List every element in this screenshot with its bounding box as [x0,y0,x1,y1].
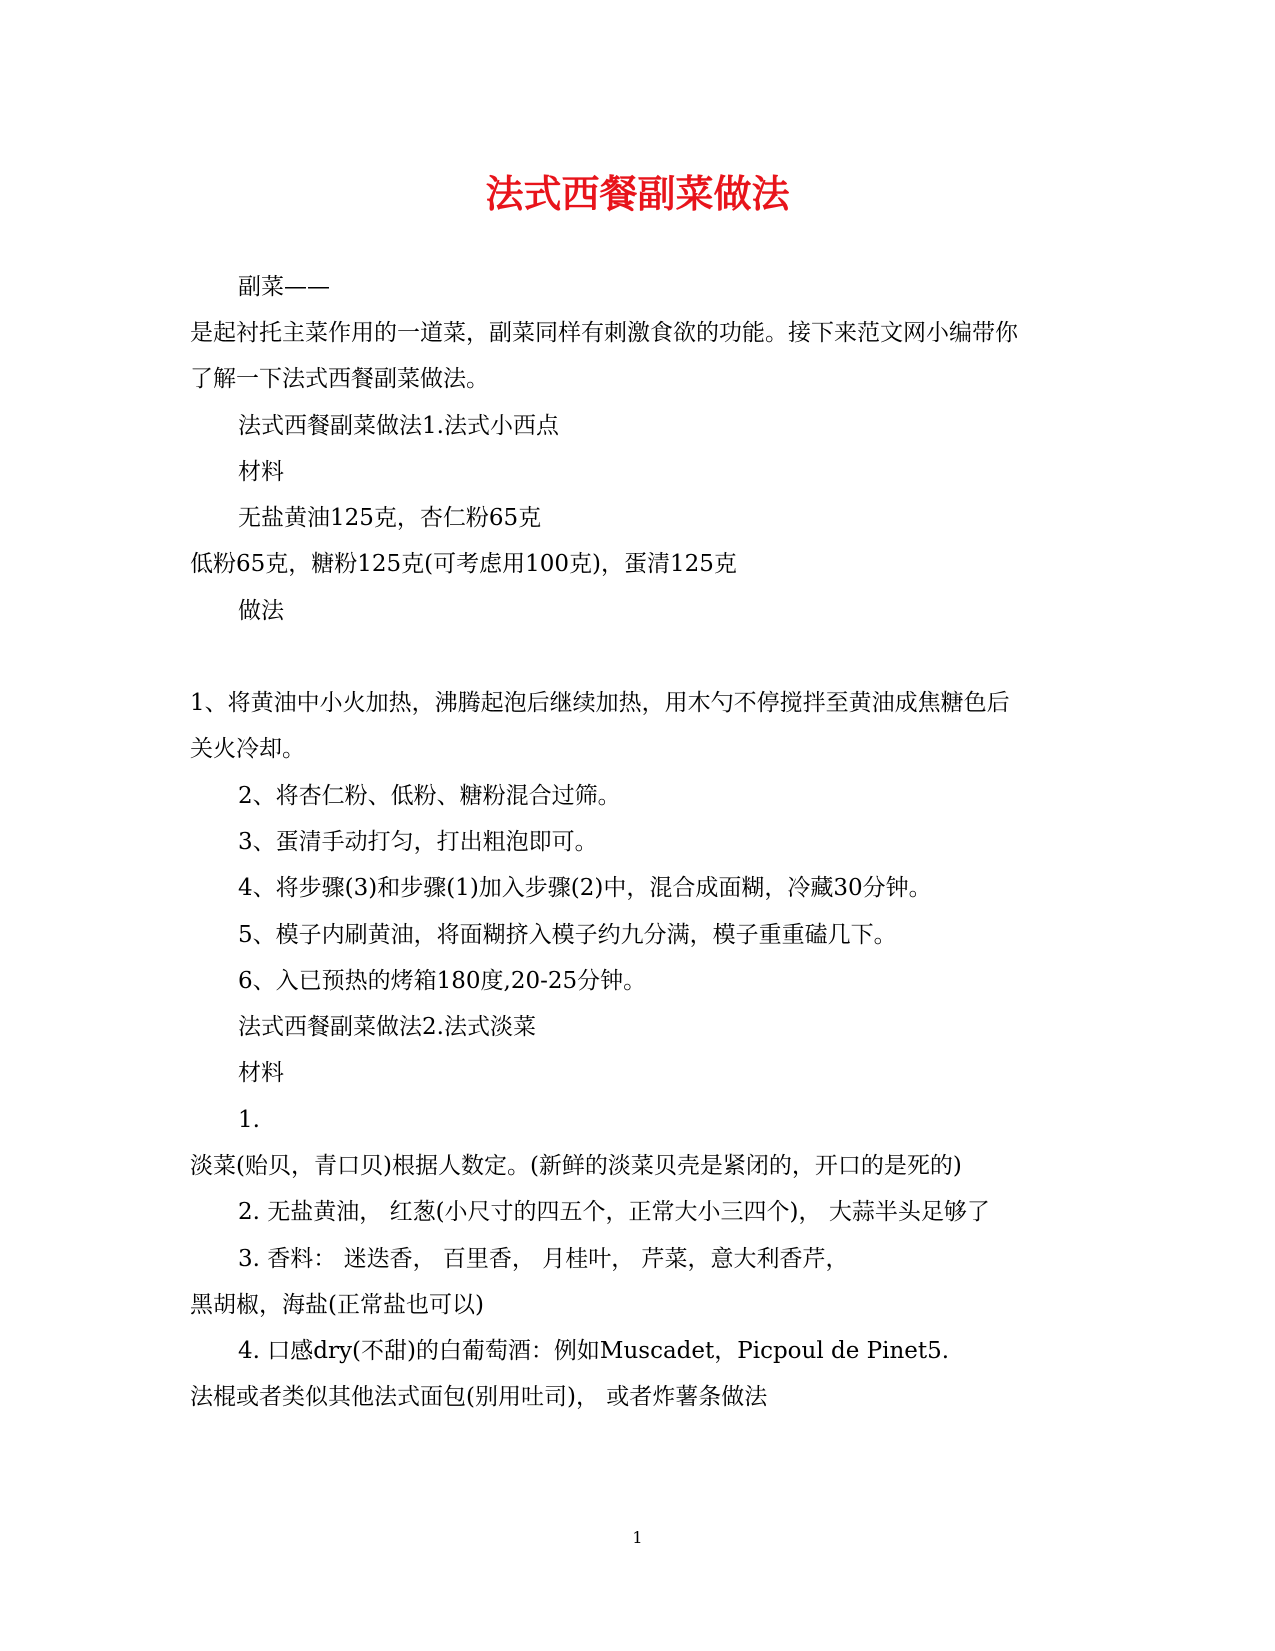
paragraph-line: 1、将黄油中小火加热，沸腾起泡后继续加热，用木勺不停搅拌至黄油成焦糖色后 [190,690,1010,716]
paragraph-line: 3. 香料： 迷迭香， 百里香， 月桂叶， 芹菜，意大利香芹， [238,1246,849,1272]
paragraph-line: 材料 [238,459,284,485]
paragraph-line: 法式西餐副菜做法1.法式小西点 [238,413,559,439]
paragraph-line: 6、入已预热的烤箱180度,20-25分钟。 [238,968,647,994]
paragraph-line: 淡菜(贻贝，青口贝)根据人数定。(新鲜的淡菜贝壳是紧闭的，开口的是死的) [190,1153,962,1179]
paragraph-line: 1. [238,1107,260,1133]
page-number: 1 [632,1528,643,1547]
paragraph-line: 法棍或者类似其他法式面包(别用吐司)， 或者炸薯条做法 [190,1384,768,1410]
paragraph-line: 材料 [238,1060,284,1086]
paragraph-line: 黑胡椒，海盐(正常盐也可以) [190,1292,484,1318]
paragraph-line: 低粉65克，糖粉125克(可考虑用100克)，蛋清125克 [190,551,737,577]
paragraph-line: 关火冷却。 [190,736,305,762]
paragraph-line: 4. 口感dry(不甜)的白葡萄酒：例如Muscadet，Picpoul de Pinet5. [238,1338,950,1364]
paragraph-line: 做法 [238,598,284,624]
paragraph-line: 是起衬托主菜作用的一道菜，副菜同样有刺激食欲的功能。接下来范文网小编带你 [190,320,1018,346]
paragraph-line: 副菜—— [238,274,330,300]
paragraph-line: 了解一下法式西餐副菜做法。 [190,366,489,392]
paragraph-line: 2、将杏仁粉、低粉、糖粉混合过筛。 [238,783,621,809]
paragraph-line: 无盐黄油125克，杏仁粉65克 [238,505,542,531]
document-title: 法式西餐副菜做法 [485,171,790,216]
paragraph-line: 5、模子内刷黄油，将面糊挤入模子约九分满，模子重重磕几下。 [238,922,897,948]
paragraph-line: 2. 无盐黄油， 红葱(小尺寸的四五个，正常大小三四个)， 大蒜半头足够了 [238,1199,990,1225]
paragraph-line: 4、将步骤(3)和步骤(1)加入步骤(2)中，混合成面糊，冷藏30分钟。 [238,875,932,901]
paragraph-line: 法式西餐副菜做法2.法式淡菜 [238,1014,536,1040]
paragraph-line: 3、蛋清手动打匀，打出粗泡即可。 [238,829,598,855]
